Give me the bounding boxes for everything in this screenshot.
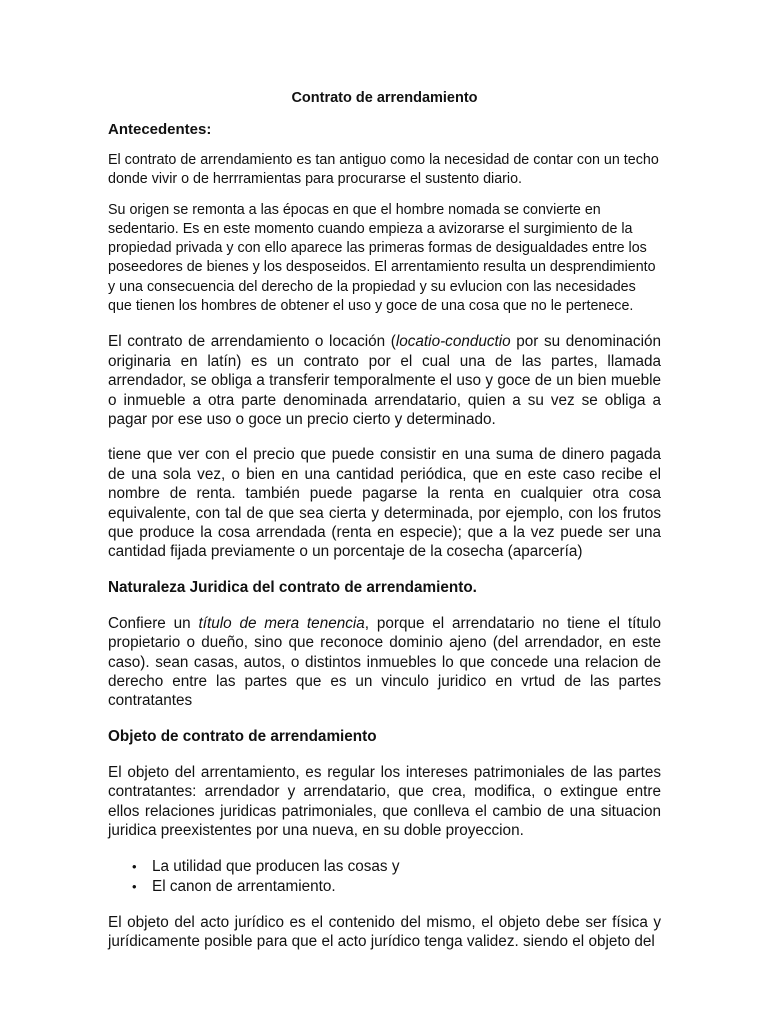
list-item <box>132 857 661 877</box>
naturaleza-text-end: , porque el arrendatario no tiene el título propietario o dueño, sino que reconoce dominio ajeno (del arrendador, en este caso). sean casas, autos, o distintos inmuebles lo que concede una relacion de derecho entre las partes que es un vinculo juridico en vrtud de las partes contratantes <box>108 614 661 710</box>
objeto-bullet-list <box>108 857 661 897</box>
precio-paragraph: tiene que ver con el precio que puede consistir en una suma de dinero pagada de una sola vez, o bien en una cantidad periódica, que en este caso recibe el nombre de renta. también puede pagarse la renta en cualquier otra cosa equivalente, con tal de que sea cierta y determinada, por ejemplo, con los frutos que produce la cosa arrendada (renta en especie); que a la vez puede ser una cantidad fijada previamente o un porcentaje de la cosecha (aparcería) <box>108 446 661 561</box>
definicion-text-end: por su denominación originaria en latín) es un contrato por el cual una de las partes, llamada arrendador, se obliga a transferir temporalmente el uso y goce de un bien mueble o inmueble a otra parte denominada arrendatario, quien a su vez se obliga a pagar por ese uso o goce un precio cierto y determinado. <box>108 333 661 428</box>
naturaleza-italic-term: título de mera tenencia <box>198 614 365 632</box>
definicion-paragraph <box>108 332 661 429</box>
bullet-icon: • <box>132 878 137 894</box>
bullet-icon: • <box>132 858 137 874</box>
document-title: Contrato de arrendamiento <box>291 90 478 106</box>
antecedentes-paragraph-1: El contrato de arrendamiento es tan antiguo como la necesidad de contar con un techo donde vivir o de herrramientas para procurarse el sustento diario. <box>108 152 659 188</box>
definicion-text-start: El contrato de arrendamiento o locación ( <box>108 333 396 351</box>
bullet-text: La utilidad que producen las cosas y <box>152 857 400 875</box>
document-body <box>108 88 661 967</box>
objeto-heading: Objeto de contrato de arrendamiento <box>108 727 377 745</box>
antecedentes-paragraph-2: Su origen se remonta a las épocas en que el hombre nomada se convierte en sedentario. Es en este momento cuando empieza a avizorarse el surgimiento de la propiedad privada y con ello aparece las primeras formas de desigualdades entre los poseedores de bienes y los desposeidos. El arrentamiento resulta un desprendimiento y una consecuencia del derecho de la propiedad y su evlucion con las necesidades que tienen los hombres de obtener el uso y goce de una cosa que no le pertenece. <box>108 201 656 315</box>
antecedentes-heading: Antecedentes: <box>108 121 212 138</box>
naturaleza-heading: Naturaleza Juridica del contrato de arrendamiento. <box>108 578 477 596</box>
naturaleza-text-start: Confiere un <box>108 614 199 632</box>
list-item <box>132 877 661 897</box>
acto-juridico-paragraph: El objeto del acto jurídico es el contenido del mismo, el objeto debe ser física y jurídicamente posible para que el acto jurídico tenga validez. siendo el objeto del <box>108 913 661 950</box>
objeto-paragraph: El objeto del arrentamiento, es regular los intereses patrimoniales de las partes contratantes: arrendador y arrendatario, que crea, modifica, o extingue entre ellos relaciones juridicas patrimoniales, que conlleva el cambio de una situacion juridica preexistentes por una nueva, en su doble proyeccion. <box>108 763 661 840</box>
definicion-latin-term: locatio-conductio <box>395 333 511 351</box>
naturaleza-paragraph <box>108 614 661 711</box>
bullet-text: El canon de arrentamiento. <box>152 877 336 895</box>
